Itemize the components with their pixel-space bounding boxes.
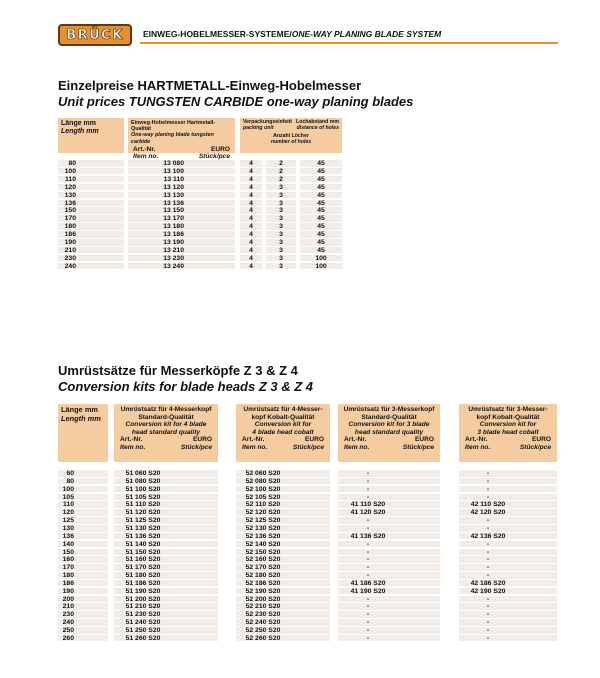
cell-kit-4-standard: 51 105 S20 [125, 493, 161, 501]
cell-kit-3-standard: 41 190 S20 [350, 587, 386, 595]
cell-distance: 45 [317, 199, 325, 207]
cell-art-no: 13 186 [163, 231, 184, 239]
cell-holes: 2 [279, 160, 283, 167]
cell-kit-4-standard: 51 180 S20 [125, 572, 161, 580]
cell-art-no: 13 110 [163, 175, 184, 183]
s1-pack-en: packing unit [243, 124, 274, 131]
cell-kit-4-standard: 51 186 S20 [125, 579, 161, 587]
cell-distance: 45 [317, 246, 325, 254]
cell-kit-4-cobalt: 52 180 S20 [245, 572, 281, 580]
cell-kit-4-cobalt: 52 136 S20 [245, 532, 281, 540]
cell-art-no: 13 150 [163, 207, 184, 215]
cell-distance: 45 [317, 231, 325, 239]
cell-kit-3-cobalt: - [486, 556, 490, 564]
cell-packing: 4 [249, 262, 253, 270]
cell-art-no: 13 120 [163, 183, 184, 191]
s2-art-en: Item no. [465, 443, 491, 451]
s2-art-de: Art.-Nr. [465, 436, 488, 444]
cell-length: 170 [64, 215, 76, 223]
s2-k3-header-line: Standard-Qualität [361, 413, 417, 421]
cell-kit-4-cobalt: 52 110 S20 [245, 501, 281, 509]
section2-title-de: Umrüstsätze für Messerköpfe Z 3 & Z 4 [58, 363, 298, 378]
s2-k4-header-line: Conversion kit for [479, 421, 537, 429]
s2-art-en: Item no. [242, 443, 268, 451]
cell-kit-4-cobalt: 52 260 S20 [245, 634, 281, 642]
cell-packing: 4 [249, 167, 253, 175]
s2-art-en: Item no. [120, 443, 146, 451]
cell-kit-4-cobalt: 52 230 S20 [245, 611, 281, 619]
cell-kit-3-cobalt: 42 136 S20 [470, 532, 506, 540]
cell-length: 200 [62, 595, 74, 603]
s2-k2-header-line: Umrüstsatz für 4-Messer- [243, 406, 323, 413]
cell-kit-4-cobalt: 52 160 S20 [245, 556, 281, 564]
cell-kit-3-standard: - [366, 634, 370, 642]
cell-kit-4-standard: 51 250 S20 [125, 627, 161, 634]
cell-packing: 4 [249, 175, 253, 183]
header-title-de: EINWEG-HOBELMESSER-SYSTEME/ [143, 29, 292, 39]
s2-art-en: Item no. [344, 443, 370, 451]
cell-kit-4-standard: 51 200 S20 [125, 595, 161, 603]
cell-art-no: 13 130 [163, 191, 184, 199]
cell-distance: 45 [317, 183, 325, 191]
cell-kit-3-cobalt: - [486, 603, 490, 611]
cell-kit-3-standard: - [366, 540, 370, 548]
cell-kit-3-cobalt: - [486, 619, 490, 627]
cell-kit-4-standard: 51 120 S20 [125, 509, 161, 517]
cell-length: 110 [65, 175, 76, 183]
s2-length-de: Länge mm [61, 405, 98, 414]
section2-title-en: Conversion kits for blade heads Z 3 & Z 4 [58, 379, 314, 394]
cell-kit-4-cobalt: 52 125 S20 [245, 517, 281, 525]
cell-packing: 4 [249, 239, 253, 246]
s1-header-packing [240, 118, 342, 153]
cell-kit-4-standard: 51 160 S20 [125, 556, 161, 564]
s2-art-de: Art.-Nr. [242, 436, 265, 444]
s2-k3-header-line: head standard quality [354, 428, 424, 436]
cell-packing: 4 [249, 254, 253, 262]
cell-packing: 4 [249, 246, 253, 254]
cell-distance: 45 [317, 167, 325, 175]
cell-kit-4-cobalt: 52 130 S20 [245, 524, 281, 532]
brand-logo [58, 24, 132, 46]
s2-euro-en: Stück/pce [519, 443, 551, 451]
header-title-en: ONE-WAY PLANING BLADE SYSTEM [291, 29, 442, 39]
cell-kit-3-standard: - [366, 517, 370, 525]
cell-kit-3-cobalt: 42 120 S20 [470, 509, 506, 517]
cell-art-no: 13 080 [163, 160, 184, 167]
cell-holes: 3 [279, 262, 283, 270]
cell-packing: 4 [249, 183, 253, 191]
cell-length: 125 [62, 517, 74, 525]
s1-length-en: Length mm [61, 128, 99, 136]
s1-holes-de: Anzahl Löcher [273, 132, 309, 139]
s2-k3-header-line: Conversion kit for 3 blade [348, 421, 430, 429]
cell-length: 120 [64, 183, 76, 191]
cell-kit-4-standard: 51 210 S20 [125, 603, 161, 611]
cell-kit-3-standard: - [366, 477, 370, 485]
cell-kit-3-standard: - [366, 564, 370, 572]
cell-kit-3-standard: 41 110 S20 [350, 501, 386, 509]
s2-art-de: Art.-Nr. [344, 436, 367, 444]
cell-kit-4-standard: 51 240 S20 [125, 619, 161, 627]
cell-distance: 100 [315, 254, 327, 262]
cell-kit-3-standard: 41 186 S20 [350, 579, 386, 587]
cell-kit-3-standard: - [366, 611, 370, 619]
cell-packing: 4 [249, 199, 253, 207]
cell-kit-4-cobalt: 52 250 S20 [245, 627, 281, 634]
cell-kit-4-standard: 51 150 S20 [125, 548, 161, 556]
s2-art-de: Art.-Nr. [120, 436, 143, 444]
section1-title [58, 78, 413, 109]
s2-header-k3 [338, 404, 440, 462]
cell-kit-3-cobalt: - [486, 595, 490, 603]
s2-k4-header-line: Umrüstsatz für 3-Messer- [468, 406, 548, 413]
cell-kit-4-standard: 51 125 S20 [125, 517, 161, 525]
cell-kit-3-cobalt: - [486, 548, 490, 556]
cell-art-no: 13 170 [163, 215, 184, 223]
s2-header-length [58, 404, 108, 462]
cell-length: 105 [62, 493, 74, 501]
s2-k2-header-line: Conversion kit for [254, 421, 312, 429]
cell-kit-3-cobalt: - [486, 524, 490, 532]
cell-kit-4-cobalt: 52 105 S20 [245, 493, 281, 501]
cell-length: 136 [64, 199, 76, 207]
cell-kit-3-cobalt: - [486, 634, 490, 642]
cell-holes: 3 [279, 199, 283, 207]
cell-length: 260 [62, 634, 74, 642]
cell-length: 190 [64, 239, 76, 246]
cell-distance: 45 [317, 207, 325, 215]
s2-euro-de: EURO [414, 436, 434, 444]
cell-length: 150 [64, 207, 76, 215]
cell-kit-3-standard: - [366, 595, 370, 603]
cell-kit-4-standard: 51 136 S20 [125, 532, 161, 540]
s2-k1-header-line: head standard quality [131, 428, 201, 436]
s1-header-length [58, 118, 124, 153]
cell-length: 160 [62, 556, 74, 564]
s2-k2-header-line: kopf Kobalt-Qualität [251, 413, 315, 421]
s2-k1-header-line: Umrüstsatz für 4-Messerkopf [120, 406, 212, 413]
cell-holes: 3 [279, 183, 283, 191]
cell-kit-4-standard: 51 140 S20 [125, 540, 161, 548]
cell-length: 60 [66, 470, 74, 477]
cell-kit-3-cobalt: - [486, 485, 490, 493]
logo-text: BRÜCK [66, 27, 124, 43]
cell-art-no: 13 230 [163, 254, 184, 262]
s1-art-en: Item no. [133, 153, 159, 161]
s2-euro-en: Stück/pce [180, 443, 212, 451]
s2-k4-header-line: 3 blade head cobalt [477, 428, 539, 436]
cell-distance: 45 [317, 215, 325, 223]
s2-euro-en: Stück/pce [402, 443, 434, 451]
cell-art-no: 13 190 [163, 239, 184, 246]
s1-item-en: One-way planing blade tungsten carbide [131, 132, 214, 145]
cell-kit-3-standard: - [366, 556, 370, 564]
cell-holes: 3 [279, 191, 283, 199]
cell-length: 210 [64, 246, 76, 254]
cell-length: 186 [64, 231, 76, 239]
s2-k1-header-line: Conversion kit for 4 blade [125, 421, 207, 429]
section2-title [58, 363, 313, 394]
s2-header-k4 [459, 404, 557, 462]
cell-holes: 3 [279, 231, 283, 239]
section1-title-en: Unit prices TUNGSTEN CARBIDE one-way planing blades [58, 94, 414, 109]
cell-length: 100 [64, 167, 76, 175]
cell-kit-3-standard: - [366, 603, 370, 611]
cell-kit-4-cobalt: 52 140 S20 [245, 540, 281, 548]
s1-header-item [128, 118, 235, 161]
cell-holes: 3 [279, 239, 283, 246]
page-header [0, 0, 600, 50]
s2-euro-de: EURO [192, 436, 212, 444]
header-title [143, 29, 441, 39]
s2-header-k1 [114, 404, 218, 462]
cell-length: 170 [62, 564, 74, 572]
cell-kit-4-standard: 51 130 S20 [125, 524, 161, 532]
cell-art-no: 13 180 [163, 223, 184, 231]
cell-packing: 4 [249, 231, 253, 239]
cell-kit-3-cobalt: 42 110 S20 [470, 501, 506, 509]
s1-dist-de: Lochabstand mm [296, 119, 339, 125]
s2-euro-en: Stück/pce [292, 443, 324, 451]
cell-kit-4-cobalt: 52 190 S20 [245, 587, 281, 595]
cell-length: 240 [62, 619, 74, 627]
cell-distance: 100 [315, 262, 327, 270]
cell-kit-4-standard: 51 170 S20 [125, 564, 161, 572]
cell-kit-4-cobalt: 52 200 S20 [245, 595, 281, 603]
cell-kit-3-cobalt: - [486, 627, 490, 634]
cell-kit-4-cobalt: 52 150 S20 [245, 548, 281, 556]
cell-length: 230 [64, 254, 76, 262]
cell-holes: 3 [279, 246, 283, 254]
cell-holes: 3 [279, 254, 283, 262]
cell-kit-3-standard: - [366, 572, 370, 580]
cell-kit-4-standard: 51 060 S20 [125, 470, 161, 477]
cell-kit-4-standard: 51 110 S20 [125, 501, 161, 509]
cell-holes: 3 [279, 223, 283, 231]
cell-length: 130 [62, 524, 74, 532]
cell-kit-3-cobalt: - [486, 611, 490, 619]
s1-euro-en: Stück/pce [198, 153, 230, 161]
cell-kit-3-standard: 41 136 S20 [350, 532, 386, 540]
cell-length: 80 [66, 477, 74, 485]
cell-kit-4-standard: 51 080 S20 [125, 477, 161, 485]
cell-distance: 45 [317, 191, 325, 199]
cell-distance: 45 [317, 223, 325, 231]
cell-kit-4-cobalt: 52 120 S20 [245, 509, 281, 517]
cell-kit-4-cobalt: 52 100 S20 [245, 485, 281, 493]
s2-k2-header-line: 4 blade head cobalt [252, 428, 314, 436]
cell-length: 250 [62, 627, 74, 634]
cell-kit-3-standard: - [366, 619, 370, 627]
cell-kit-4-cobalt: 52 060 S20 [245, 470, 281, 477]
s1-euro-de: EURO [210, 145, 230, 153]
cell-kit-4-standard: 51 230 S20 [125, 611, 161, 619]
cell-holes: 3 [279, 215, 283, 223]
s1-dist-en: distance of holes [296, 124, 339, 131]
cell-length: 120 [62, 509, 74, 517]
cell-art-no: 13 136 [163, 199, 184, 207]
s2-k1-header-line: Standard-Qualität [138, 413, 194, 421]
cell-packing: 4 [249, 207, 253, 215]
cell-length: 136 [62, 532, 74, 540]
cell-length: 110 [63, 501, 74, 509]
cell-kit-3-standard: - [366, 470, 370, 477]
s1-holes-en: number of holes [270, 138, 312, 145]
cell-length: 130 [64, 191, 76, 199]
s2-euro-de: EURO [304, 436, 324, 444]
cell-kit-3-cobalt: - [486, 477, 490, 485]
s1-item-de: Einweg-Hobelmesser Hartmetall-Qualität [131, 120, 216, 133]
s2-k4-header-line: kopf Kobalt-Qualität [476, 413, 540, 421]
cell-distance: 45 [317, 160, 325, 167]
cell-length: 186 [62, 579, 74, 587]
cell-art-no: 13 240 [163, 262, 184, 270]
cell-holes: 3 [279, 207, 283, 215]
cell-kit-3-standard: - [366, 627, 370, 634]
s1-art-de: Art.-Nr. [133, 145, 156, 153]
cell-length: 180 [64, 223, 76, 231]
s1-pack-de: Verpackungseinheit [243, 119, 293, 125]
cell-kit-4-standard: 51 260 S20 [125, 634, 161, 642]
cell-kit-3-standard: - [366, 493, 370, 501]
cell-kit-4-cobalt: 52 210 S20 [245, 603, 281, 611]
cell-length: 150 [62, 548, 74, 556]
cell-kit-4-standard: 51 190 S20 [125, 587, 161, 595]
cell-distance: 45 [317, 239, 325, 246]
cell-kit-3-standard: - [366, 485, 370, 493]
cell-length: 180 [62, 572, 74, 580]
cell-length: 210 [62, 603, 74, 611]
cell-distance: 45 [317, 175, 325, 183]
s2-length-en: Length mm [61, 413, 101, 423]
cell-packing: 4 [249, 223, 253, 231]
cell-kit-3-cobalt: - [486, 564, 490, 572]
cell-kit-3-cobalt: - [486, 517, 490, 525]
cell-length: 190 [62, 587, 74, 595]
cell-packing: 4 [249, 191, 253, 199]
cell-length: 80 [68, 160, 76, 167]
header-divider [140, 42, 558, 44]
cell-holes: 2 [279, 175, 283, 183]
cell-length: 230 [62, 611, 74, 619]
cell-length: 100 [62, 485, 74, 493]
cell-kit-3-cobalt: - [486, 470, 490, 477]
cell-kit-3-cobalt: - [486, 540, 490, 548]
cell-kit-4-cobalt: 52 080 S20 [245, 477, 281, 485]
cell-kit-3-standard: 41 120 S20 [350, 509, 386, 517]
s2-k3-header-line: Umrüstsatz für 3-Messerkopf [343, 406, 435, 413]
cell-art-no: 13 100 [163, 167, 184, 175]
cell-kit-4-standard: 51 100 S20 [125, 485, 161, 493]
cell-holes: 2 [279, 167, 283, 175]
cell-kit-3-standard: - [366, 524, 370, 532]
s2-header-k2 [236, 404, 330, 462]
s1-length-de: Länge mm [61, 120, 97, 127]
cell-length: 240 [64, 262, 76, 270]
cell-packing: 4 [249, 160, 253, 167]
cell-kit-3-cobalt: - [486, 572, 490, 580]
cell-packing: 4 [249, 215, 253, 223]
cell-kit-3-standard: - [366, 548, 370, 556]
cell-kit-3-cobalt: 42 186 S20 [470, 579, 506, 587]
section1-title-de: Einzelpreise HARTMETALL-Einweg-Hobelmesser [58, 78, 362, 93]
s2-euro-de: EURO [531, 436, 551, 444]
cell-kit-4-cobalt: 52 170 S20 [245, 564, 281, 572]
cell-kit-4-cobalt: 52 186 S20 [245, 579, 281, 587]
cell-length: 140 [62, 540, 74, 548]
cell-art-no: 13 210 [163, 246, 184, 254]
cell-kit-3-cobalt: - [486, 493, 490, 501]
cell-kit-4-cobalt: 52 240 S20 [245, 619, 281, 627]
cell-kit-3-cobalt: 42 190 S20 [470, 587, 506, 595]
